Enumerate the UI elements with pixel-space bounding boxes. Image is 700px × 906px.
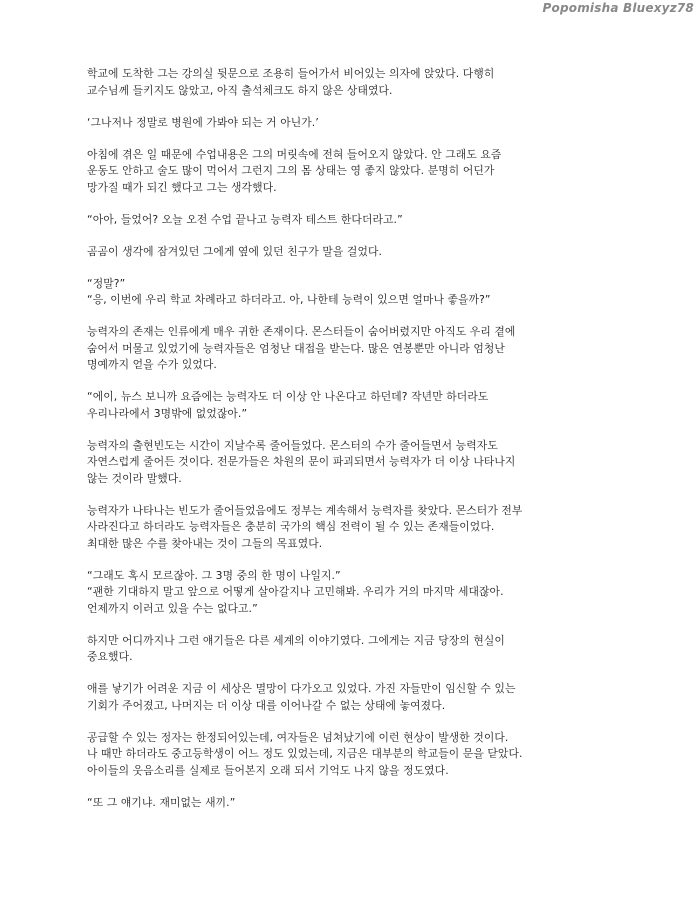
text-line: “또 그 얘기냐. 재미없는 새끼.” <box>87 795 236 809</box>
text-line: 우리나라에서 3명밖에 없었잖아.” <box>87 406 248 420</box>
text-line: 기회가 주어졌고, 나머지는 더 이상 대를 이어나갈 수 없는 상태에 놓여졌다. <box>87 698 446 712</box>
text-line: “그래도 혹시 모르잖아. 그 3명 중의 한 명이 나일지.” <box>87 568 341 582</box>
text-line: 사라진다고 하더라도 능력자들은 충분히 국가의 핵심 전력이 될 수 있는 존재들이었다. <box>87 520 495 533</box>
paragraph <box>87 324 617 374</box>
text-line: 능력자가 나타나는 빈도가 줄어들었음에도 정부는 계속해서 능력자를 찾았다. 몬스터가 전부 <box>87 503 523 517</box>
paragraph <box>87 276 617 309</box>
text-line: 애를 낳기가 어려운 지금 이 세상은 멸망이 다가오고 있었다. 가진 자들만이 임신할 수 있는 <box>87 682 516 695</box>
paragraph <box>87 389 617 422</box>
text-line: “괜한 기대하지 말고 앞으로 어떻게 살아갈지나 고민해봐. 우리가 거의 마지막 세대잖아. <box>87 585 504 598</box>
paragraph <box>87 66 617 99</box>
paragraph <box>87 795 617 812</box>
text-line: ‘그나저나 정말로 병원에 가봐야 되는 거 아닌가.’ <box>87 115 319 129</box>
text-line: “에이, 뉴스 보니까 요즘에는 능력자도 더 이상 안 나온다고 하던데? 작년만 하더라도 <box>87 390 489 403</box>
paragraph <box>87 244 617 261</box>
document-body <box>87 66 617 811</box>
paragraph <box>87 681 617 714</box>
text-line: 공급할 수 있는 정자는 한정되어있는데, 여자들은 넘쳐났기에 이런 현상이 발생한 것이다. <box>87 730 509 744</box>
paragraph <box>87 730 617 780</box>
paragraph <box>87 633 617 666</box>
watermark: Popomisha Bluexyz78 <box>542 1 694 15</box>
text-line: “정말?” <box>87 276 126 290</box>
text-line: 자연스럽게 줄어든 것이다. 전문가들은 차원의 문이 파괴되면서 능력자가 더 이상 나타나지 <box>87 455 516 468</box>
paragraph <box>87 147 617 197</box>
text-line: 곰곰이 생각에 잠겨있던 그에게 옆에 있던 친구가 말을 걸었다. <box>87 244 383 258</box>
text-line: 교수님께 들키지도 않았고, 아직 출석체크도 하지 않은 상태였다. <box>87 83 393 97</box>
paragraph <box>87 438 617 488</box>
text-line: 중요했다. <box>87 650 133 663</box>
text-line: 언제까지 이러고 있을 수는 없다고.” <box>87 601 258 615</box>
text-line: 운동도 안하고 술도 많이 먹어서 그런지 그의 몸 상태는 영 좋지 않았다. 분명히 어딘가 <box>87 164 495 177</box>
text-line: 명예까지 얻을 수가 있었다. <box>87 358 217 371</box>
text-line: “아아, 들었어? 오늘 오전 수업 끝나고 능력자 테스트 한다더라고.” <box>87 212 403 226</box>
text-line: 최대한 많은 수를 찾아내는 것이 그들의 목표였다. <box>87 536 323 550</box>
text-line: 나 때만 하더라도 중고등학생이 어느 정도 있었는데, 지금은 대부분의 학교들이 문을 닫았다. <box>87 747 523 760</box>
text-line: 않는 것이라 말했다. <box>87 471 182 485</box>
text-line: 망가질 때가 되긴 했다고 그는 생각했다. <box>87 180 277 194</box>
text-line: 아이들의 웃음소리를 실제로 들어본지 오래 되서 기억도 나지 않을 정도였다. <box>87 763 449 777</box>
text-line: 숨어서 머물고 있었기에 능력자들은 엄청난 대접을 받는다. 많은 연봉뿐만 아니라 엄청난 <box>87 341 505 355</box>
text-line: 학교에 도착한 그는 강의실 뒷문으로 조용히 들어가서 비어있는 의자에 앉았다. 다행히 <box>87 67 495 80</box>
paragraph <box>87 115 617 132</box>
text-line: 아침에 겪은 일 때문에 수업내용은 그의 머릿속에 전혀 들어오지 않았다. 안 그래도 요즘 <box>87 147 502 161</box>
paragraph <box>87 503 617 553</box>
paragraph <box>87 212 617 229</box>
text-line: 하지만 어디까지나 그런 얘기들은 다른 세계의 이야기였다. 그에게는 지금 당장의 현실이 <box>87 633 505 647</box>
text-line: “응, 이번에 우리 학교 차례라고 하더라고. 아, 나한테 능력이 있으면 얼마나 좋을까?” <box>87 293 491 306</box>
paragraph <box>87 568 617 618</box>
text-line: 능력자의 존재는 인류에게 매우 귀한 존재이다. 몬스터들이 숨어버렸지만 아직도 우리 곁에 <box>87 325 516 338</box>
text-line: 능력자의 출현빈도는 시간이 지날수록 줄어들었다. 몬스터의 수가 줄어들면서 능력자도 <box>87 438 498 452</box>
